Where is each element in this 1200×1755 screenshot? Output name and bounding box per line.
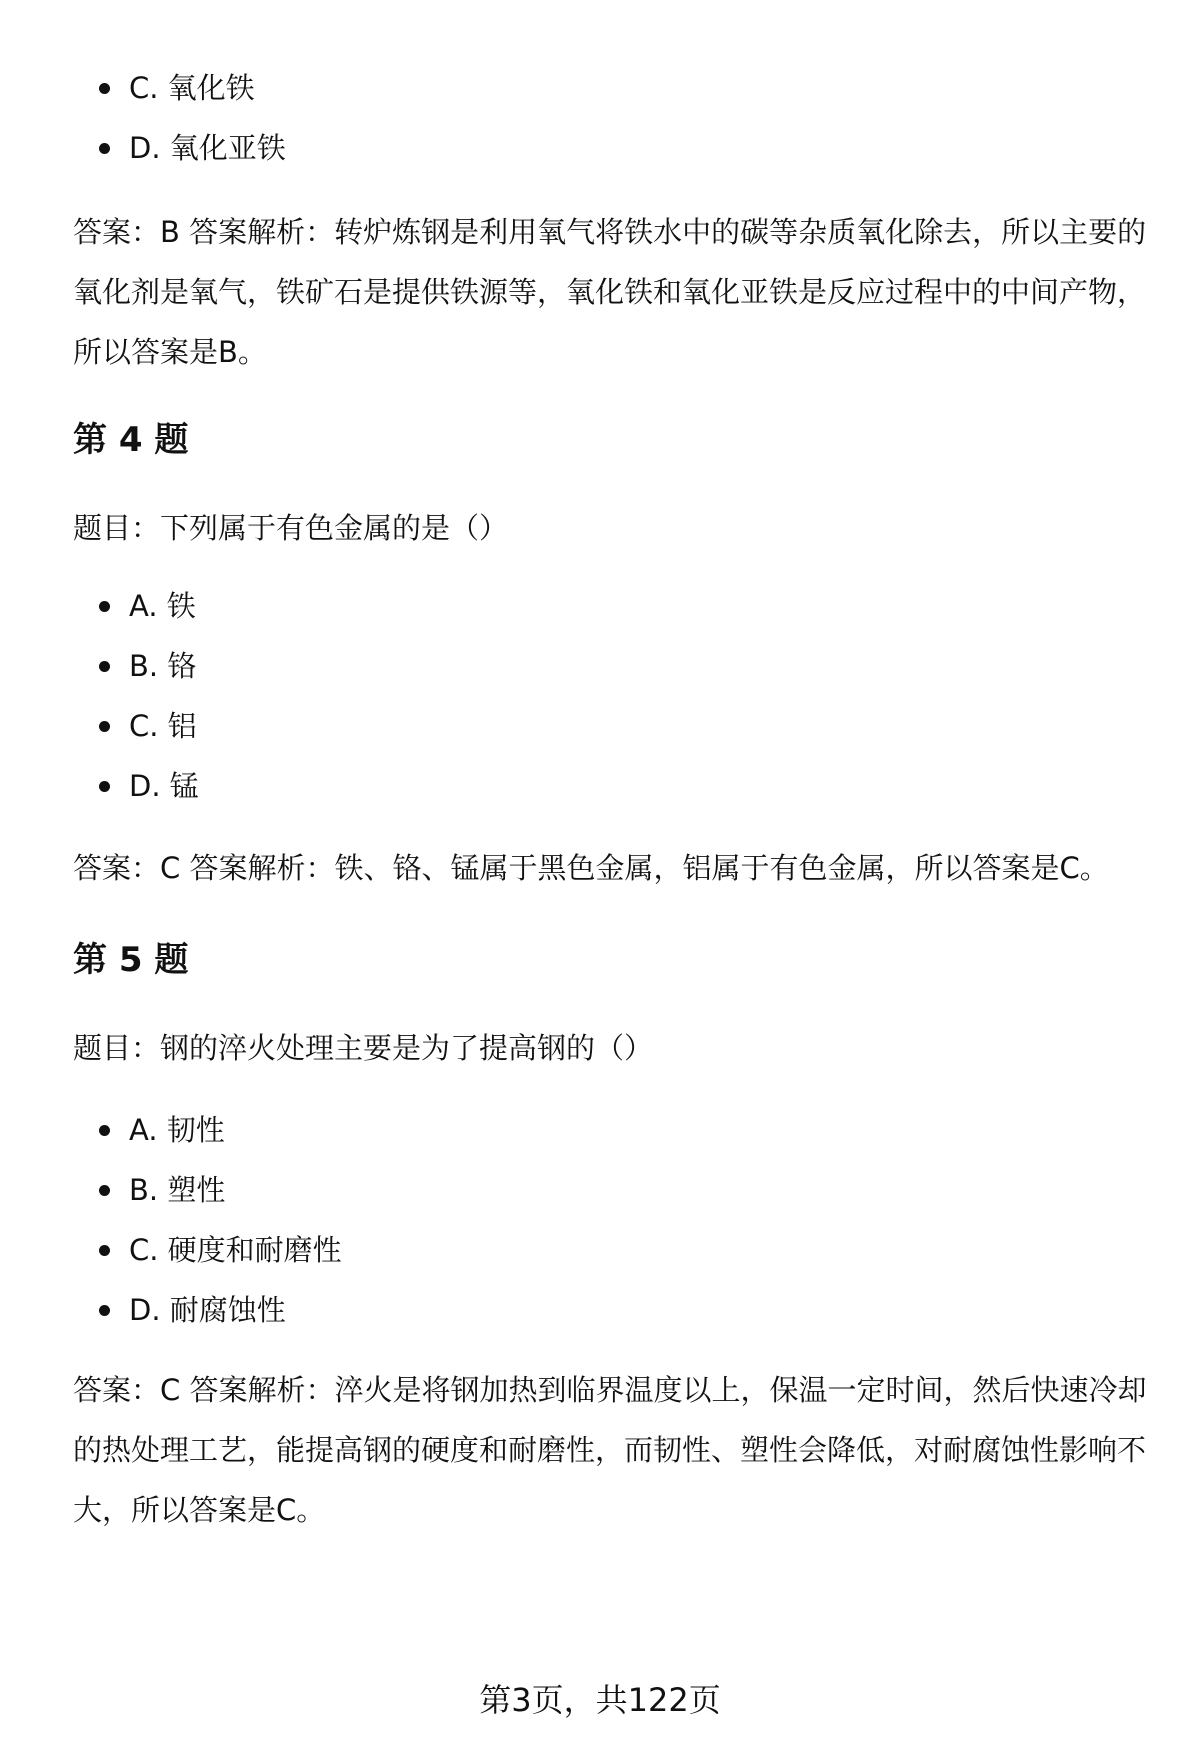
bullet-icon [99,781,110,792]
bullet-icon [99,1125,110,1136]
option-text: C. 铝 [129,709,197,743]
q3-answer: 答案：B 答案解析：转炉炼钢是利用氧气将铁水中的碳等杂质氧化除去，所以主要的氧化剂是氧气，铁矿石是提供铁源等，氧化铁和氧化亚铁是反应过程中的中间产物，所以答案是B。 [73,215,1147,369]
q3-option-list [73,58,1148,178]
q4-answer: 答案：C 答案解析：铁、铬、锰属于黑色金属，铝属于有色金属，所以答案是C。 [73,851,1109,885]
q5-title: 第 5 题 [73,940,189,980]
bullet-icon [99,143,110,154]
option-item [73,58,1148,118]
bullet-icon [99,721,110,732]
bullet-icon [99,601,110,612]
option-text: A. 韧性 [129,1113,225,1147]
option-item [73,756,1148,816]
option-item [73,1220,1148,1280]
page-number-footer: 第3页，共122页 [479,1681,721,1719]
option-item [73,576,1148,636]
bullet-icon [99,1185,110,1196]
option-item [73,1160,1148,1220]
bullet-icon [99,83,110,94]
option-text: D. 锰 [129,769,199,803]
q4-stem: 题目：下列属于有色金属的是（） [73,511,509,545]
option-text: D. 耐腐蚀性 [129,1293,286,1327]
q4-title: 第 4 题 [73,420,189,460]
bullet-icon [99,1305,110,1316]
option-text: B. 塑性 [129,1173,226,1207]
q5-answer: 答案：C 答案解析：淬火是将钢加热到临界温度以上，保温一定时间，然后快速冷却的热处理工艺，能提高钢的硬度和耐磨性，而韧性、塑性会降低，对耐腐蚀性影响不大，所以答案是C。 [73,1373,1147,1527]
option-item [73,1280,1148,1340]
bullet-icon [99,661,110,672]
option-text: C. 氧化铁 [129,71,255,105]
option-item [73,1100,1148,1160]
q4-option-list [73,576,1148,816]
q5-option-list [73,1100,1148,1340]
option-item [73,118,1148,178]
option-text: A. 铁 [129,589,196,623]
option-item [73,696,1148,756]
option-text: C. 硬度和耐磨性 [129,1233,342,1267]
option-item [73,636,1148,696]
option-text: B. 铬 [129,649,197,683]
q5-stem: 题目：钢的淬火处理主要是为了提高钢的（） [73,1031,654,1065]
option-text: D. 氧化亚铁 [129,131,286,165]
document-page [73,58,1148,1540]
bullet-icon [99,1245,110,1256]
